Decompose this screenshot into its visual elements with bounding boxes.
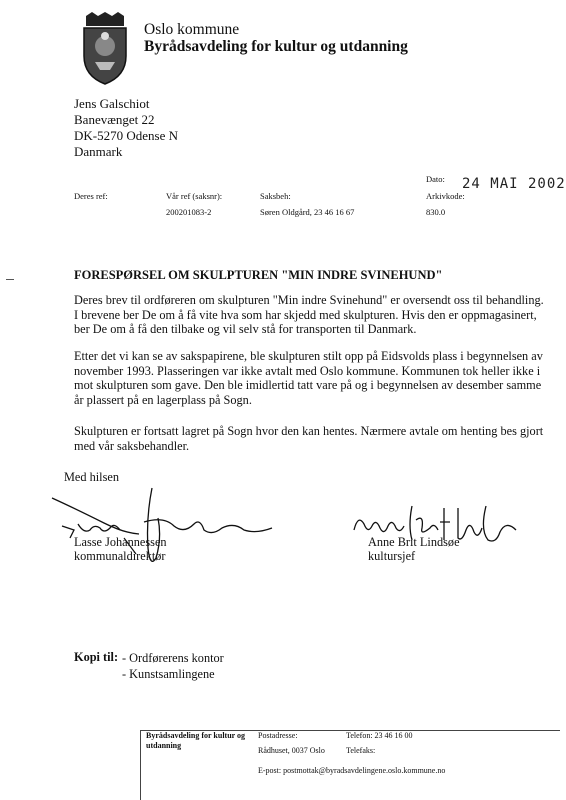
copy-recipient: - Kunstsamlingene (122, 667, 215, 681)
archive-code-value: 830.0 (426, 207, 446, 217)
recipient-address (74, 96, 178, 160)
copy-to-label: Kopi til: (74, 650, 119, 664)
signer-1-name: Lasse Johannessen (74, 535, 167, 549)
signer-2-title: kultursjef (368, 549, 416, 563)
recipient-name: Jens Galschiot (74, 96, 150, 111)
footer-org-line: utdanning (146, 741, 182, 750)
letter-subject: FORESPØRSEL OM SKULPTUREN "MIN INDRE SVINEHUND" (74, 268, 443, 282)
footer-org-line: Byrådsavdeling for kultur og (146, 731, 246, 740)
margin-fold-mark (6, 279, 14, 280)
body-line: Skulpturen er fortsatt lagret på Sogn hvor den kan hentes. Nærmere avtale om henting bes gjort (74, 424, 544, 438)
copy-to-list (122, 650, 224, 682)
body-paragraph-2 (74, 349, 543, 407)
closing-greeting: Med hilsen (64, 470, 119, 484)
oslo-coat-of-arms-icon (80, 12, 130, 86)
department-name: Byrådsavdeling for kultur og utdanning (144, 38, 408, 55)
signer-2-name: Anne Brit Lindsøe (368, 535, 460, 549)
body-paragraph-3 (74, 424, 544, 453)
recipient-country: Danmark (74, 144, 123, 159)
recipient-postal: DK-5270 Odense N (74, 128, 178, 143)
copy-recipient: - Ordførerens kontor (122, 651, 224, 665)
body-line: med vår saksbehandler. (74, 438, 190, 453)
date-label: Dato: (426, 174, 445, 184)
our-ref-value: 200201083-2 (166, 207, 212, 217)
footer-divider-vertical (140, 730, 141, 800)
body-line: år plassert på en lagerplass på Sogn. (74, 392, 252, 407)
footer-org (146, 731, 245, 751)
archive-code-label: Arkivkode: (426, 191, 465, 201)
body-line: november 1993. Plasseringen var ikke avtalt med Oslo kommune. Kommunen tok heller ikke i (74, 363, 541, 378)
footer-postal-value: Rådhuset, 0037 Oslo (258, 746, 325, 755)
case-officer-value: Søren Oldgård, 23 46 16 67 (260, 207, 355, 217)
body-line: I brevene ber De om å få vite hva som har skjedd med skulpturen. Hvis den er oppmagasinert, (74, 307, 537, 322)
footer-email: E-post: postmottak@byradsavdelingene.oslo.kommune.no (258, 766, 446, 775)
date-stamp: 24 MAI 2002 (462, 176, 566, 192)
footer-phone: Telefon: 23 46 16 00 (346, 731, 413, 740)
footer-postal-label: Postadresse: (258, 731, 298, 740)
recipient-street: Banevænget 22 (74, 112, 155, 127)
body-paragraph-1 (74, 293, 544, 337)
footer-fax-label: Telefaks: (346, 746, 376, 755)
body-line: Deres brev til ordføreren om skulpturen "Min indre Svinehund" er oversendt oss til behandling. (74, 293, 544, 307)
org-name: Oslo kommune (144, 21, 240, 38)
body-line: ber De om å få den tilbake og vil selv stå for transporten til Danmark. (74, 322, 417, 336)
our-ref-label: Vår ref (saksnr): (166, 191, 223, 201)
your-ref-label: Deres ref: (74, 191, 108, 201)
signer-1-title: kommunaldirektør (74, 549, 166, 563)
case-officer-label: Saksbeh: (260, 191, 291, 201)
body-line: mot skulpturen som gave. Den ble imidlertid tatt vare på og i begynnelsen av desember samme (74, 378, 542, 392)
body-line: Etter det vi kan se av sakspapirene, ble skulpturen stilt opp på Eidsvolds plass i begynnelsen av (74, 349, 543, 363)
